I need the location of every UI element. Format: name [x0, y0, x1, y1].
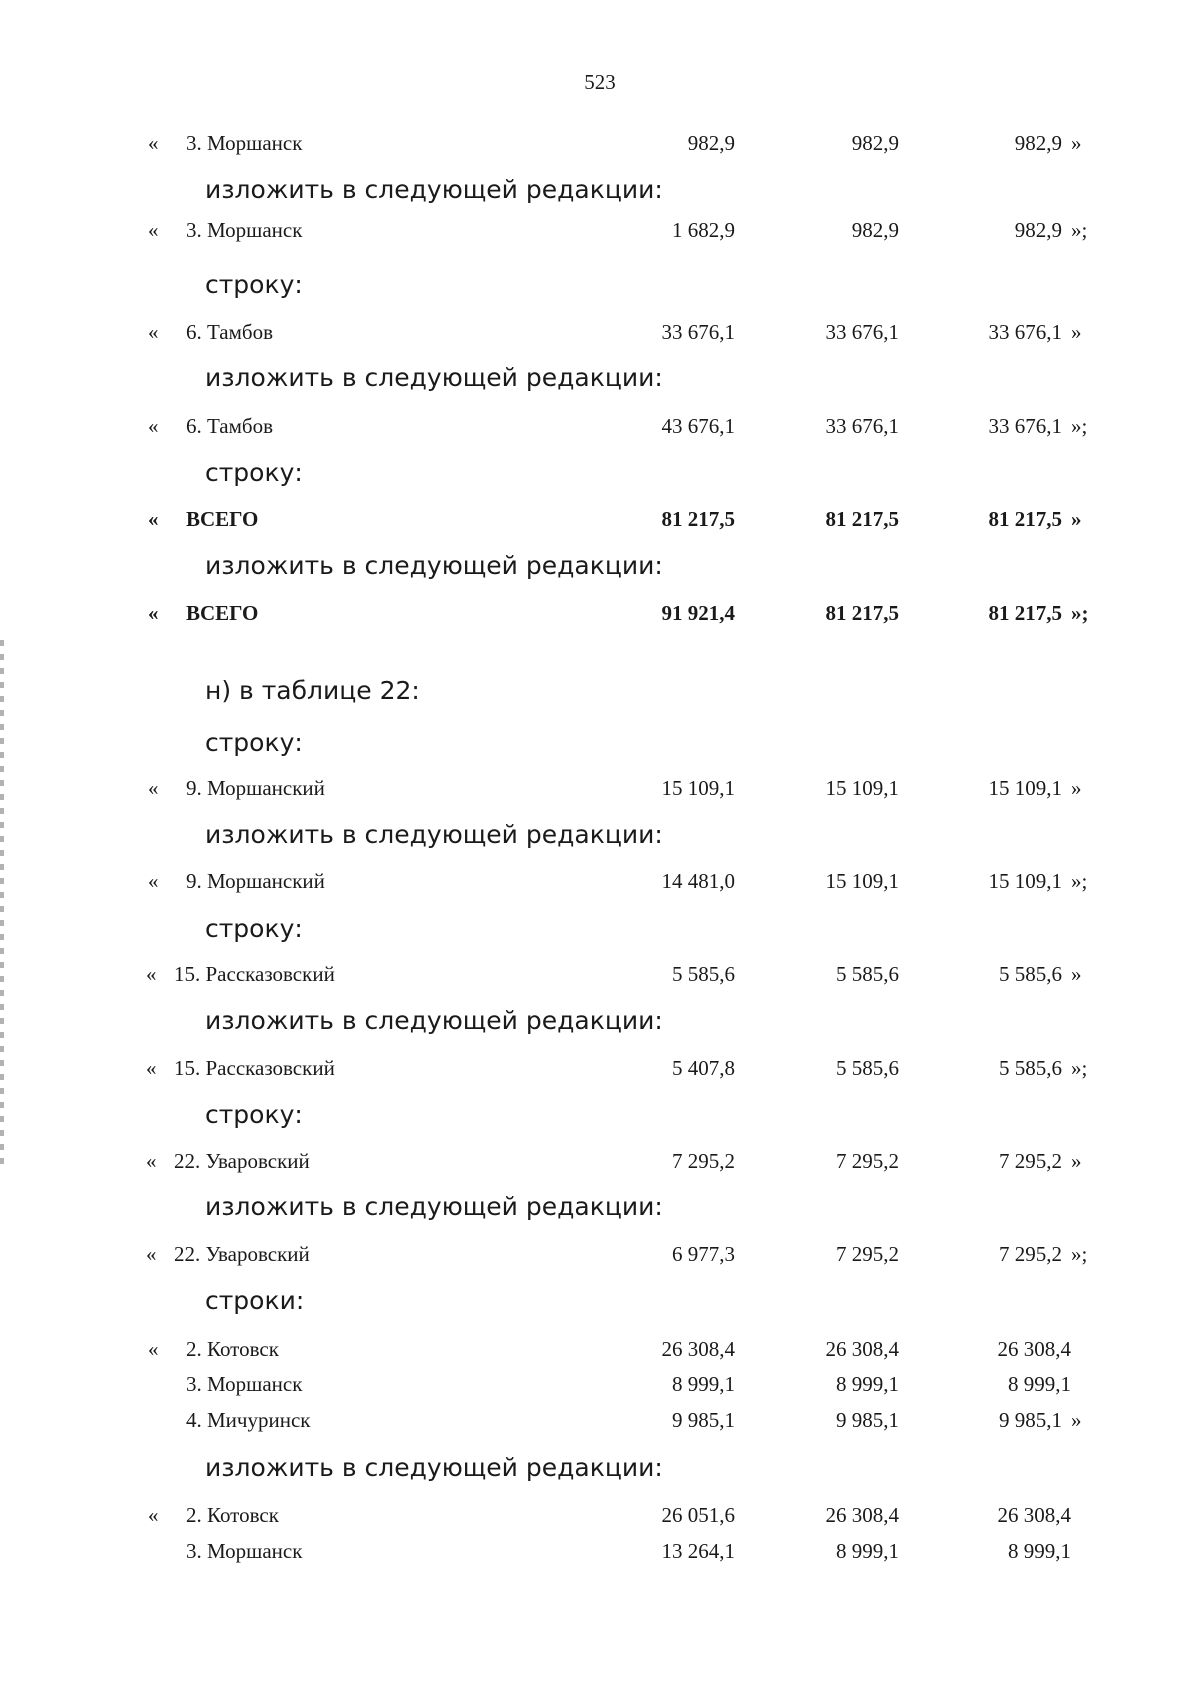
table-row	[0, 218, 1200, 250]
value-col-2: 26 308,4	[825, 1337, 899, 1361]
open-quote: «	[148, 414, 159, 438]
table-row	[0, 869, 1200, 901]
table-row	[0, 962, 1200, 994]
value-col-2: 8 999,1	[836, 1372, 899, 1396]
row-label: 2. Котовск	[186, 1337, 279, 1361]
close-quote: »;	[1071, 414, 1088, 438]
value-col-2: 8 999,1	[836, 1539, 899, 1563]
close-quote: »;	[1071, 869, 1088, 893]
value-col-1: 7 295,2	[672, 1149, 735, 1173]
table-row-total	[0, 601, 1200, 633]
open-quote: «	[146, 962, 157, 986]
value-col-1: 8 999,1	[672, 1372, 735, 1396]
table-row	[0, 414, 1200, 446]
open-quote: «	[148, 776, 159, 800]
open-quote: «	[148, 131, 159, 155]
value-col-2: 15 109,1	[825, 776, 899, 800]
row-label: 6. Тамбов	[186, 414, 274, 438]
value-col-3: 9 985,1	[999, 1408, 1062, 1432]
row-label: ВСЕГО	[186, 507, 259, 531]
value-col-1: 5 585,6	[672, 962, 735, 986]
table-row	[0, 1372, 1200, 1404]
value-col-2: 81 217,5	[825, 507, 899, 531]
row-label: 15. Рассказовский	[174, 1056, 335, 1080]
close-quote: »;	[1071, 601, 1089, 625]
value-col-3: 982,9	[1014, 131, 1062, 155]
row-label: ВСЕГО	[186, 601, 259, 625]
open-quote: «	[148, 218, 159, 242]
instruction-restate: изложить в следующей редакции:	[205, 1453, 663, 1482]
value-col-1: 1 682,9	[672, 218, 735, 242]
row-label: 3. Моршанск	[186, 218, 303, 242]
instruction-restate: изложить в следующей редакции:	[205, 1192, 663, 1221]
close-quote: »;	[1071, 1056, 1088, 1080]
close-quote: »	[1071, 776, 1082, 800]
value-col-3: 26 308,4	[997, 1337, 1071, 1361]
close-quote: »;	[1071, 1242, 1088, 1266]
value-col-3: 7 295,2	[999, 1242, 1062, 1266]
value-col-3: 15 109,1	[988, 776, 1062, 800]
row-label: 4. Мичуринск	[186, 1408, 311, 1432]
value-col-2: 5 585,6	[836, 1056, 899, 1080]
section-heading: н) в таблице 22:	[205, 676, 420, 705]
value-col-2: 33 676,1	[825, 414, 899, 438]
value-col-3: 81 217,5	[988, 601, 1062, 625]
open-quote: «	[148, 507, 159, 531]
open-quote: «	[146, 1149, 157, 1173]
row-label: 9. Моршанский	[186, 776, 325, 800]
value-col-2: 81 217,5	[825, 601, 899, 625]
table-row	[0, 1149, 1200, 1181]
value-col-2: 15 109,1	[825, 869, 899, 893]
value-col-3: 81 217,5	[988, 507, 1062, 531]
value-col-2: 7 295,2	[836, 1242, 899, 1266]
open-quote: «	[148, 601, 159, 625]
instruction-row: строку:	[205, 728, 303, 757]
instruction-restate: изложить в следующей редакции:	[205, 551, 663, 580]
close-quote: »	[1071, 320, 1082, 344]
value-col-1: 26 051,6	[661, 1503, 735, 1527]
row-label: 6. Тамбов	[186, 320, 274, 344]
row-label: 3. Моршанск	[186, 1539, 303, 1563]
value-col-3: 8 999,1	[1008, 1539, 1071, 1563]
table-row	[0, 1242, 1200, 1274]
value-col-3: 5 585,6	[999, 962, 1062, 986]
scan-margin-marks	[0, 640, 4, 1170]
instruction-restate: изложить в следующей редакции:	[205, 363, 663, 392]
instruction-restate: изложить в следующей редакции:	[205, 1006, 663, 1035]
value-col-2: 5 585,6	[836, 962, 899, 986]
close-quote: »	[1071, 962, 1082, 986]
value-col-1: 91 921,4	[661, 601, 735, 625]
instruction-rows: строки:	[205, 1286, 305, 1315]
close-quote: »	[1071, 507, 1082, 531]
instruction-row: строку:	[205, 270, 303, 299]
instruction-restate: изложить в следующей редакции:	[205, 820, 663, 849]
value-col-2: 7 295,2	[836, 1149, 899, 1173]
row-label: 15. Рассказовский	[174, 962, 335, 986]
close-quote: »;	[1071, 218, 1088, 242]
value-col-1: 15 109,1	[661, 776, 735, 800]
value-col-1: 982,9	[687, 131, 735, 155]
value-col-1: 81 217,5	[661, 507, 735, 531]
value-col-1: 13 264,1	[661, 1539, 735, 1563]
table-row	[0, 320, 1200, 352]
open-quote: «	[148, 1503, 159, 1527]
value-col-2: 982,9	[851, 131, 899, 155]
value-col-3: 33 676,1	[988, 320, 1062, 344]
instruction-row: строку:	[205, 914, 303, 943]
open-quote: «	[146, 1056, 157, 1080]
table-row	[0, 1503, 1200, 1535]
value-col-3: 5 585,6	[999, 1056, 1062, 1080]
value-col-3: 26 308,4	[997, 1503, 1071, 1527]
value-col-3: 33 676,1	[988, 414, 1062, 438]
table-row	[0, 1337, 1200, 1369]
table-row	[0, 131, 1200, 163]
row-label: 9. Моршанский	[186, 869, 325, 893]
row-label: 22. Уваровский	[174, 1149, 310, 1173]
value-col-1: 9 985,1	[672, 1408, 735, 1432]
value-col-3: 15 109,1	[988, 869, 1062, 893]
value-col-3: 7 295,2	[999, 1149, 1062, 1173]
value-col-3: 8 999,1	[1008, 1372, 1071, 1396]
row-label: 2. Котовск	[186, 1503, 279, 1527]
instruction-row: строку:	[205, 458, 303, 487]
value-col-1: 26 308,4	[661, 1337, 735, 1361]
value-col-2: 9 985,1	[836, 1408, 899, 1432]
close-quote: »	[1071, 1408, 1082, 1432]
open-quote: «	[148, 320, 159, 344]
open-quote: «	[148, 869, 159, 893]
value-col-1: 6 977,3	[672, 1242, 735, 1266]
table-row	[0, 1056, 1200, 1088]
table-row-total	[0, 507, 1200, 539]
open-quote: «	[146, 1242, 157, 1266]
value-col-2: 26 308,4	[825, 1503, 899, 1527]
row-label: 22. Уваровский	[174, 1242, 310, 1266]
close-quote: »	[1071, 131, 1082, 155]
instruction-row: строку:	[205, 1100, 303, 1129]
table-row	[0, 776, 1200, 808]
value-col-1: 43 676,1	[661, 414, 735, 438]
value-col-1: 33 676,1	[661, 320, 735, 344]
value-col-1: 14 481,0	[661, 869, 735, 893]
value-col-2: 982,9	[851, 218, 899, 242]
table-row	[0, 1408, 1200, 1440]
row-label: 3. Моршанск	[186, 1372, 303, 1396]
value-col-1: 5 407,8	[672, 1056, 735, 1080]
open-quote: «	[148, 1337, 159, 1361]
instruction-restate: изложить в следующей редакции:	[205, 175, 663, 204]
table-row	[0, 1539, 1200, 1571]
value-col-2: 33 676,1	[825, 320, 899, 344]
value-col-3: 982,9	[1014, 218, 1062, 242]
row-label: 3. Моршанск	[186, 131, 303, 155]
page-number: 523	[584, 70, 616, 94]
close-quote: »	[1071, 1149, 1082, 1173]
